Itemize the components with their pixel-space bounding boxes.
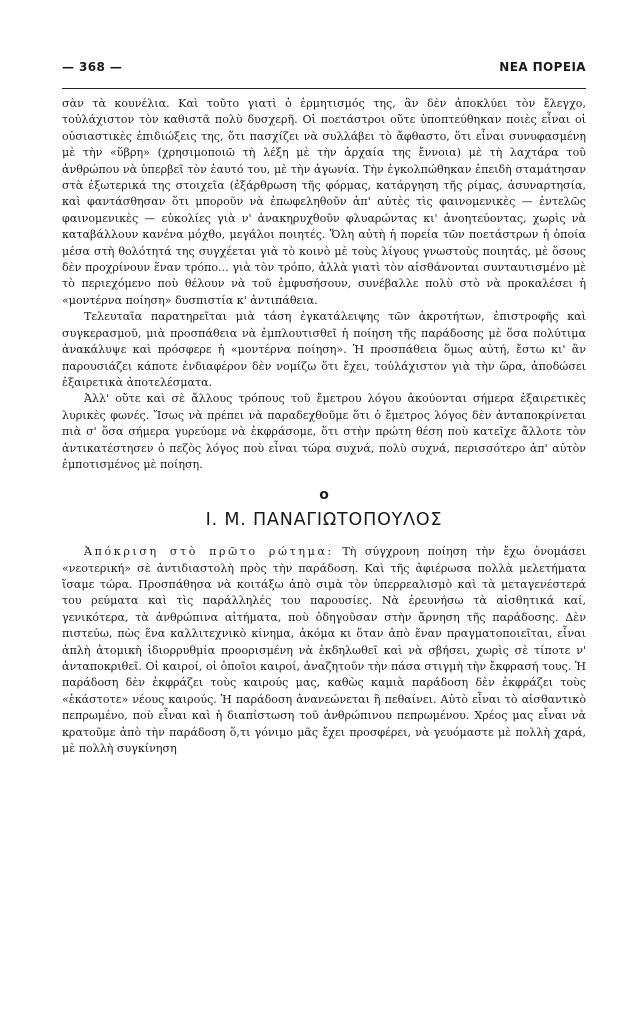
paragraph: Ἀλλ' οὔτε καὶ σὲ ἄλλους τρόπους τοῦ ἔμετρου λόγου ἀκούονται σήμερα ἐξαιρετικὲς λυρικὲς φωνές. Ἴσως νὰ πρέπει νὰ παραδεχθοῦμε ὅτι ὁ ἔμετρος λόγος δὲν ἀνταποκρίνεται πιὰ σ' ὅσα σήμερα γυρεύομε νὰ ἐκφράσομε, ὅτι στὴν πρώτη θέση ποὺ κατεῖχε ἄλλοτε τὸν ἀντικατέστησεν ὁ πεζὸς λόγος ποὺ εἶναι τώρα συχνά, πολὺ συχνά, περισσότερο ἀπ' αὐτὸν ἐμποτισμένος μὲ ποίηση. [62,392,586,471]
journal-title: ΝΕΑ ΠΟΡΕΙΑ [499,60,586,74]
paragraph: Τελευταῖα παρατηρεῖται μιὰ τάση ἐγκατάλειψης τῶν ἀκροτήτων, ἐπιστροφῆς καὶ συγκερασμοῦ, μιὰ προσπάθεια νὰ ἐμπλουτισθεῖ ἡ ποίηση τῆς παράδοσης μὲ ὅσα πολύτιμα ἀνακάλυψε καὶ πρόσφερε ἡ «μοντέρνα ποίηση». Ἡ προσπάθεια ὅμως αὐτή, ἔστω κι' ἂν παρουσιάζει κάποτε ἐνδιαφέρον δὲν νομίζω ὅτι ἔχει, τοὐλάχιστον γιὰ τὴν ὥρα, ἀποδώσει ἐξαιρετικὰ ἀποτελέσματα. [62,310,586,389]
page-number: — 368 — [62,60,123,74]
answer-lead: Ἀπόκριση στὸ πρῶτο ρώτημα: [84,545,334,559]
article-body [62,96,586,757]
answer-text: Τὴ σύγχρονη ποίηση τὴν ἔχω ὀνομάσει «νεοτερική» σὲ ἀντιδιαστολὴ πρὸς τὴν παράδοση. Καὶ τῆς ἀφιέρωσα πολλὰ μελετήματα ἴσαμε τώρα. Προσπάθησα νὰ κοιτάξω ἀπὸ σιμὰ τὸν ὑπερρεαλισμὸ καὶ τὰ μεταγενέστερά του ρεύματα καὶ τὶς παράλληλές του παρουσίες. Νὰ ἐρευνήσω τὰ αἰσθητικά καί, γενικότερα, τὰ ἀνθρώπινα αἰτήματα, ποὺ ὁδηγοῦσαν στὴν ἄρνηση τῆς παράδοσης. Δὲν πιστεύω, πὼς ἕνα καλλιτεχνικὸ κίνημα, ἀκόμα κι ὅταν ἀπὸ ἕναν πραγματοποιεῖται, εἶναι ἁπλὴ ἀτομικὴ ἰδιορρυθμία προορισμένη νὰ ἐκδηλωθεῖ καὶ νὰ σβήσει, χωρὶς σὲ τίποτε ν' ἀνταποκριθεῖ. Οἱ καιροί, οἱ ὁποῖοι καιροί, ἀναζητοῦν τὴν πάσα στιγμὴ τὴν ἔκφρασή τους. Ἡ παράδοση δὲν ἐκφράζει τοὺς καιρούς μας, καθὼς καμιὰ παράδοση δὲν ἐκφράζει τοὺς «ἑκάστοτε» νέους καιρούς. Ἡ παράδοση ἀνανεώνεται ἢ πεθαίνει. Αὐτὸ εἶναι τὸ αἰσθαντικὸ πεπρωμένο, ποὺ εἶναι καὶ ἡ διαπίστωση τοῦ ἀνθρώπινου πεπρωμένου. Χρέος μας εἶναι νὰ κρατοῦμε ἀπὸ τὴν παράδοση ὅ,τι γόνιμο μᾶς ἔχει προσφέρει, νὰ γευόμαστε μὲ πολλὴ χαρά, μὲ πολλὴ συγκίνηση [62,545,586,756]
section-title: Ι. Μ. ΠΑΝΑΓΙΩΤΟΠΟΥΛΟΣ [205,509,443,530]
header-rule [62,88,586,89]
answer-paragraph [62,544,586,757]
section-marker: ο [319,487,329,504]
running-header [62,60,586,74]
paragraph: σὰν τὰ κουνέλια. Καὶ τοῦτο γιατὶ ὁ ἑρμητισμός της, ἂν δὲν ἀποκλύει τὸν ἔλεγχο, τοὐλάχιστον τὸν καθιστᾶ πολὺ δυσχερῆ. Οἱ ποετάστροι οὔτε ὑποπτεύθηκαν ποιὲς εἶναι οἱ οὐσιαστικὲς ἐπιδιώξεις της, ὅτι πασχίζει νὰ συλλάβει τὸ ἄφθαστο, ὅτι εἶναι συνυφασμένη μὲ τὴν «ὕβρη» (χρησιμοποιῶ τὴ λέξη μὲ τὴν ἀρχαία της ἔννοια) μὲ τὴ λαχτάρα τοῦ ἀνθρώπου νὰ ὑπερβεῖ τὸν ἑαυτό του, μὲ τὴν ἀγωνία. Τὴν ἐγκολπώθηκαν ἐπειδὴ σταμάτησαν στὰ ἐξωτερικά της στοιχεῖα (ἐξάρθρωση τῆς φόρμας, κατάργηση τῆς ρίμας, ἀσυναρτησία, καὶ φαντάσθησαν ὅτι μποροῦν νὰ ἐπωφεληθοῦν ἀπ' αὐτὲς τὶς φαινομενικὲς — ἐντελῶς φαινομενικὲς — εὐκολίες γιὰ ν' ἀνακηρυχθοῦν φλυαρώντας κι' ἀνοητεύοντας, χωρὶς νὰ καταβάλλουν κανένα μόχθο, μεγάλοι ποιητές. Ὅλη αὐτὴ ἡ πορεία τῶν ποετάστρων ἡ ὁποία μέσα στὴ θολότητά της συγχέεται γιὰ τὸ κοινὸ μὲ τοὺς λίγους γνωστοὺς ποιητάς, μὲ ὅσους δὲν προχρίνουν ἕναν τρόπο... γιὰ τὸν τρόπο, ἀλλὰ γιατὶ τὸν αἰσθάνονται συνταυτισμένο μὲ τὸ περιεχόμενο ποὺ θέλουν νὰ τοῦ ἐμφυσήσουν, συνέβαλλε πολὺ στὸ νὰ προκαλέσει ἡ «μοντέρνα ποίηση» δυσπιστία κ' ἀντιπάθεια. [62,97,586,307]
